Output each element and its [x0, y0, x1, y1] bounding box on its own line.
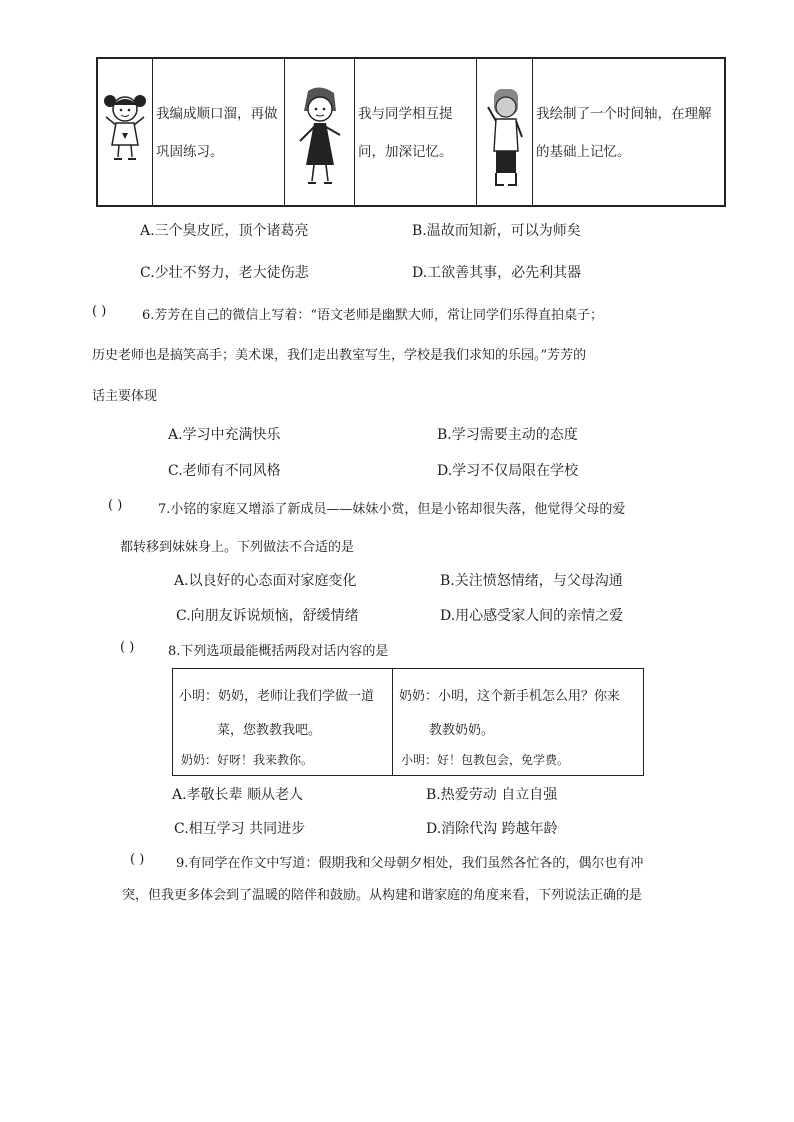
q8-answer-bracket: ( ) [120, 640, 135, 655]
boy-cartoon-figure [484, 85, 528, 193]
q7-option-d: D.用心感受家人间的亲情之爱 [440, 608, 624, 624]
q6-stem-line-1: 6.芳芳在自己的微信上写着：“语文老师是幽默大师，常让同学们乐得直拍桌子； [142, 308, 604, 323]
q8-option-a: A.孝敬长辈 顺从老人 [172, 787, 304, 803]
table-divider [476, 59, 477, 205]
q5-option-b: B.温故而知新，可以为师矣 [412, 223, 581, 239]
table-divider [152, 59, 153, 205]
student-cartoon-figure [290, 85, 350, 193]
dialog-right-line-1: 奶奶：小明，这个新手机怎么用？你来 [399, 689, 621, 704]
q7-option-b: B.关注愤怒情绪，与父母沟通 [440, 573, 623, 589]
q5-cell-2-text: 我与同学相互提问，加深记忆。 [358, 106, 453, 160]
table-divider [532, 59, 533, 205]
q7-answer-bracket: ( ) [108, 498, 123, 513]
q8-option-c: C.相互学习 共同进步 [174, 821, 306, 837]
q6-answer-bracket: ( ) [92, 304, 107, 319]
q9-stem-line-1: 9.有同学在作文中写道：假期我和父母朝夕相处，我们虽然各忙各的，偶尔也有冲 [176, 856, 644, 871]
table-divider [392, 669, 393, 775]
q6-option-b: B.学习需要主动的态度 [437, 427, 578, 443]
dialog-left-line-3: 奶奶：好呀！我来教你。 [181, 753, 314, 767]
q7-stem-line-2: 都转移到妹妹身上。下列做法不合适的是 [120, 540, 355, 555]
q9-stem-line-2: 突，但我更多体会到了温暖的陪伴和鼓励。从构建和谐家庭的角度来看，下列说法正确的是 [122, 888, 643, 903]
dialog-left-line-2: 菜，您教教我吧。 [217, 723, 322, 738]
q9-answer-bracket: ( ) [130, 852, 145, 867]
q8-dialogue-table [172, 668, 644, 776]
q8-option-d: D.消除代沟 跨越年龄 [426, 821, 558, 837]
q6-stem-line-3: 话主要体现 [92, 389, 158, 404]
q6-option-d: D.学习不仅局限在学校 [437, 463, 579, 479]
dialog-left-line-1: 小明：奶奶，老师让我们学做一道 [179, 689, 375, 704]
q7-option-c: C.向朋友诉说烦恼，舒缓情绪 [176, 608, 359, 624]
dialog-right-line-3: 小明：好！包教包会，免学费。 [401, 753, 570, 767]
q6-stem-line-2: 历史老师也是搞笑高手；美术课，我们走出教室写生，学校是我们求知的乐园。”芳芳的 [92, 348, 587, 363]
q5-option-c: C.少壮不努力，老大徒伤悲 [140, 265, 309, 281]
girl-cartoon-figure [102, 87, 148, 187]
q5-option-d: D.工欲善其事，必先利其器 [412, 265, 582, 281]
q5-cell-1-text: 我编成顺口溜，再做巩固练习。 [156, 106, 278, 160]
table-divider [354, 59, 355, 205]
dialog-right-line-2: 教教奶奶。 [429, 723, 495, 738]
q5-cell-3-text: 我绘制了一个时间轴，在理解的基础上记忆。 [536, 106, 712, 160]
q8-stem: 8.下列选项最能概括两段对话内容的是 [168, 644, 389, 659]
table-divider [284, 59, 285, 205]
q5-method-table [96, 57, 726, 207]
q6-option-c: C.老师有不同风格 [168, 463, 281, 479]
q7-option-a: A.以良好的心态面对家庭变化 [174, 573, 357, 589]
q8-option-b: B.热爱劳动 自立自强 [426, 787, 558, 803]
q6-option-a: A.学习中充满快乐 [168, 427, 281, 443]
q5-option-a: A.三个臭皮匠，顶个诸葛亮 [140, 223, 309, 239]
q7-stem-line-1: 7.小铭的家庭又增添了新成员——妹妹小赏，但是小铭却很失落，他觉得父母的爱 [158, 502, 626, 517]
